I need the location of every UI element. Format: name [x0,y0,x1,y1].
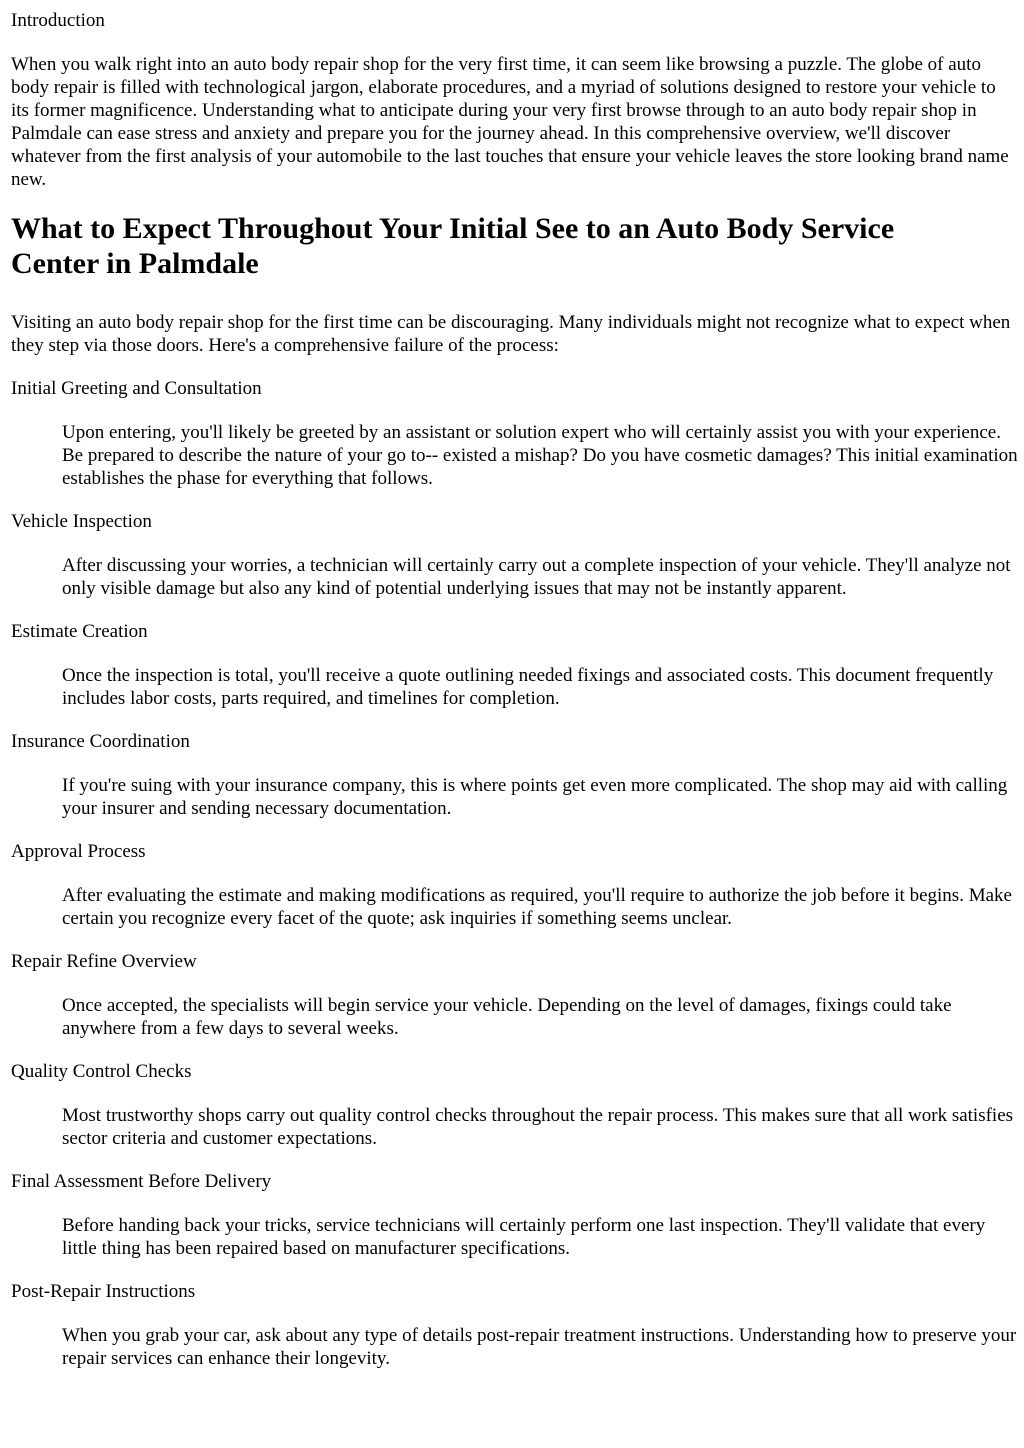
intro-paragraph: When you walk right into an auto body repair shop for the very first time, it can seem like browsing a puzzle. The globe of auto body repair is filled with technological jargon, elaborate procedures, and a myriad of solutions designed to restore your vehicle to its former magnificence. Understanding what to anticipate during your very first browse through to an auto body repair shop in Palmdale can ease stress and anxiety and prepare you for the journey ahead. In this comprehensive overview, we'll discover whatever from the first analysis of your automobile to the last touches that ensure your vehicle leaves the store looking brand name new. [11,54,1009,190]
step-title: Initial Greeting and Consultation [11,378,262,399]
step-title: Vehicle Inspection [11,511,152,532]
step-description: Once accepted, the specialists will begin service your vehicle. Depending on the level of damages, fixings could take anywhere from a few days to several weeks. [62,995,952,1039]
step-title: Final Assessment Before Delivery [11,1171,272,1192]
steps-list [11,377,1018,1370]
step-description: Upon entering, you'll likely be greeted by an assistant or solution expert who will certainly assist you with your experience. Be prepared to describe the nature of your go to-- existed a mishap? Do you have cosmetic damages? This initial examination establishes the phase for everything that follows. [62,422,1018,489]
step-description: After evaluating the estimate and making modifications as required, you'll require to authorize the job before it begins. Make certain you recognize every facet of the quote; ask inquiries if something seems unclear. [62,885,1012,929]
step-title: Approval Process [11,841,146,862]
step-title: Quality Control Checks [11,1061,192,1082]
lead-paragraph: Visiting an auto body repair shop for the first time can be discouraging. Many individuals might not recognize what to expect when they step via those doors. Here's a comprehensive failure of the process: [11,312,1011,356]
step-title: Post-Repair Instructions [11,1281,196,1302]
step-description: When you grab your car, ask about any type of details post-repair treatment instructions. Understanding how to preserve your repair services can enhance their longevity. [62,1325,1017,1369]
step-title: Estimate Creation [11,621,148,642]
step-description: Once the inspection is total, you'll receive a quote outlining needed fixings and associated costs. This document frequently includes labor costs, parts required, and timelines for completion. [62,665,994,709]
step-title: Insurance Coordination [11,731,190,752]
step-description: Before handing back your tricks, service technicians will certainly perform one last inspection. They'll validate that every little thing has been repaired based on manufacturer specifications. [62,1215,986,1259]
step-description: Most trustworthy shops carry out quality control checks throughout the repair process. This makes sure that all work satisfies sector criteria and customer expectations. [62,1105,1014,1149]
step-description: If you're suing with your insurance company, this is where points get even more complicated. The shop may aid with calling your insurer and sending necessary documentation. [62,775,1008,819]
step-description: After discussing your worries, a technician will certainly carry out a complete inspection of your vehicle. They'll analyze not only visible damage but also any kind of potential underlying issues that may not be instantly apparent. [62,555,1011,599]
intro-label: Introduction [11,10,105,31]
step-title: Repair Refine Overview [11,951,197,972]
page-title: What to Expect Throughout Your Initial See to an Auto Body Service Center in Palmdale [11,212,895,280]
